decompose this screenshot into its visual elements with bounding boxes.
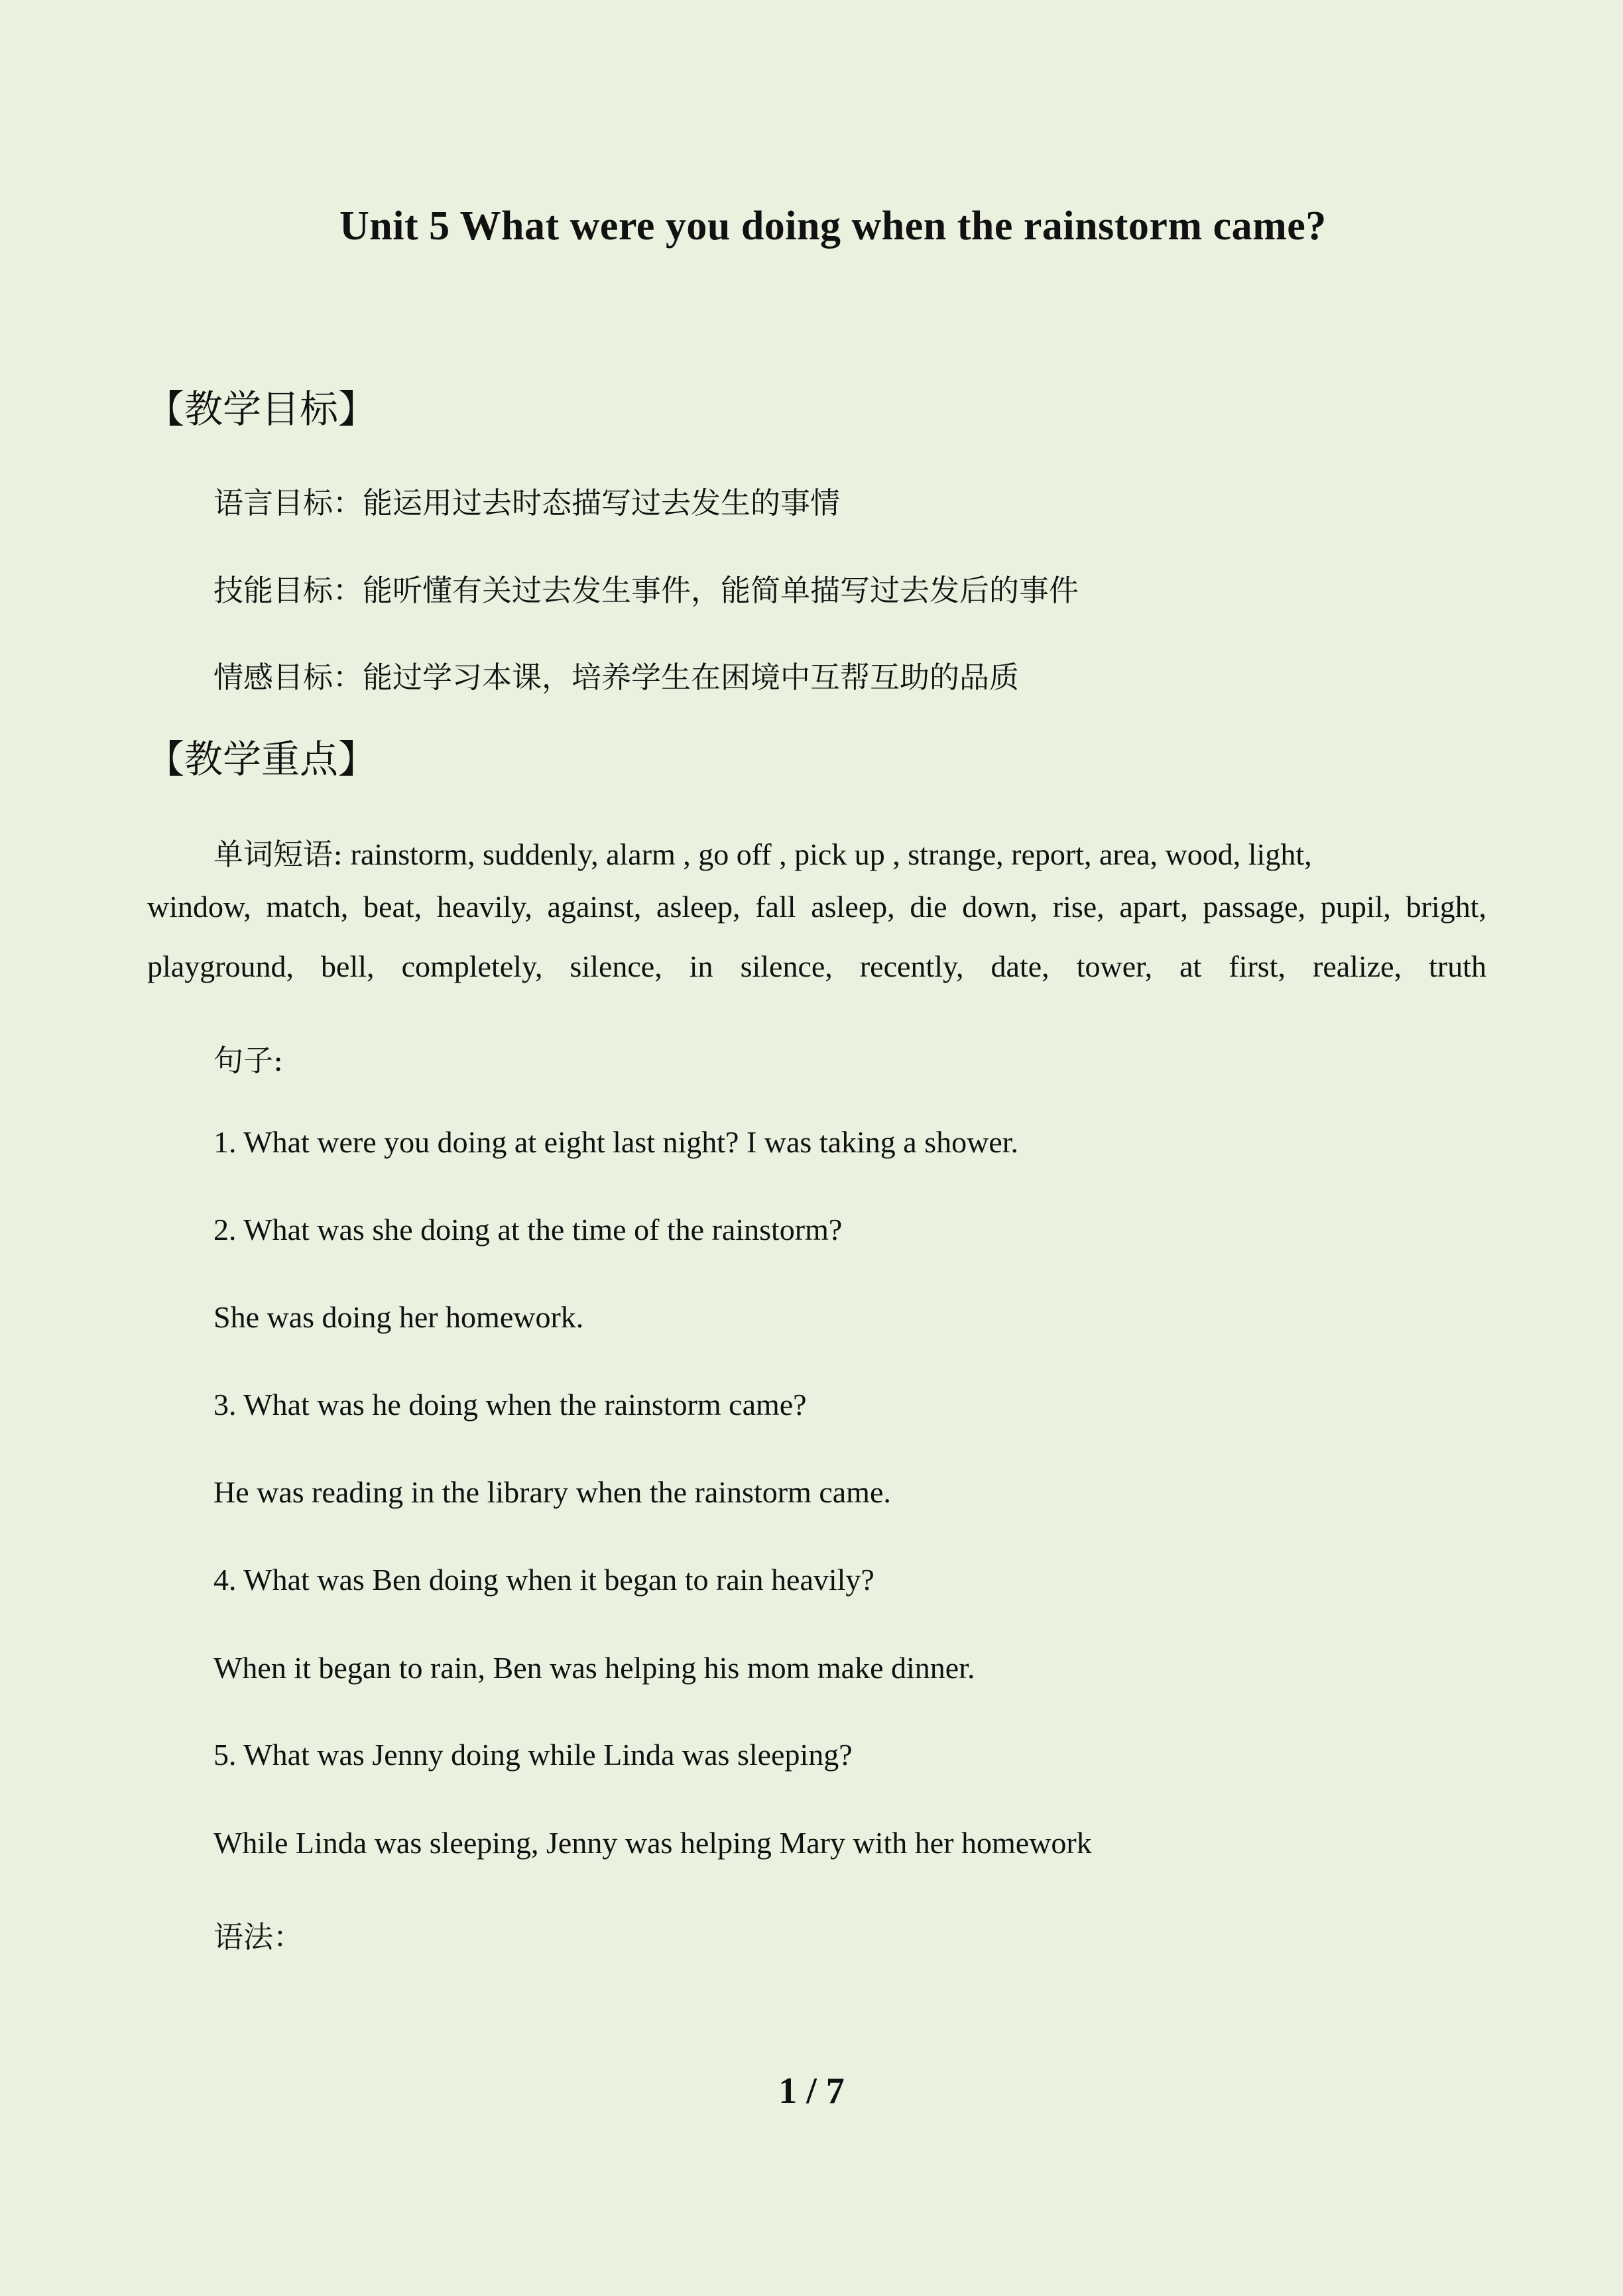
sentence-4: 4. What was Ben doing when it began to rain heavily? bbox=[213, 1563, 874, 1597]
sentence-4-answer: When it began to rain, Ben was helping his mom make dinner. bbox=[213, 1651, 975, 1685]
objective-language: 语言目标：能运用过去时态描写过去发生的事情 bbox=[213, 485, 841, 520]
grammar-label: 语法： bbox=[213, 1919, 304, 1955]
vocab-line-1 bbox=[213, 830, 1486, 873]
vocab-label: 单词短语: bbox=[213, 837, 343, 872]
document-title: Unit 5 What were you doing when the rainstorm came? bbox=[339, 204, 1327, 249]
objective-skill: 技能目标：能听懂有关过去发生事件，能简单描写过去发后的事件 bbox=[213, 573, 1079, 608]
vocab-line-2: window, match, beat, heavily, against, asleep, fall asleep, die down, rise, apart, passage, pupil, bright, bbox=[147, 890, 1486, 924]
page-number: 1 / 7 bbox=[778, 2071, 845, 2112]
objectives-heading: 【教学目标】 bbox=[146, 387, 377, 432]
sentence-5-answer: While Linda was sleeping, Jenny was helping Mary with her homework bbox=[213, 1826, 1092, 1860]
vocab-words-1: rainstorm, suddenly, alarm , go off , pick up , strange, report, area, wood, light, bbox=[343, 837, 1312, 871]
keypoints-heading: 【教学重点】 bbox=[146, 737, 377, 782]
sentences-label: 句子: bbox=[213, 1043, 284, 1078]
sentence-3-answer: He was reading in the library when the rainstorm came. bbox=[213, 1475, 891, 1509]
sentence-3: 3. What was he doing when the rainstorm came? bbox=[213, 1388, 807, 1421]
vocab-line-3: playground, bell, completely, silence, in silence, recently, date, tower, at first, realize, truth bbox=[147, 949, 1486, 983]
sentence-2: 2. What was she doing at the time of the rainstorm? bbox=[213, 1213, 843, 1246]
sentence-2-answer: She was doing her homework. bbox=[213, 1300, 584, 1334]
sentence-1: 1. What were you doing at eight last night? I was taking a shower. bbox=[213, 1125, 1019, 1159]
objective-emotion: 情感目标：能过学习本课，培养学生在困境中互帮互助的品质 bbox=[213, 660, 1020, 695]
sentence-5: 5. What was Jenny doing while Linda was sleeping? bbox=[213, 1738, 853, 1772]
